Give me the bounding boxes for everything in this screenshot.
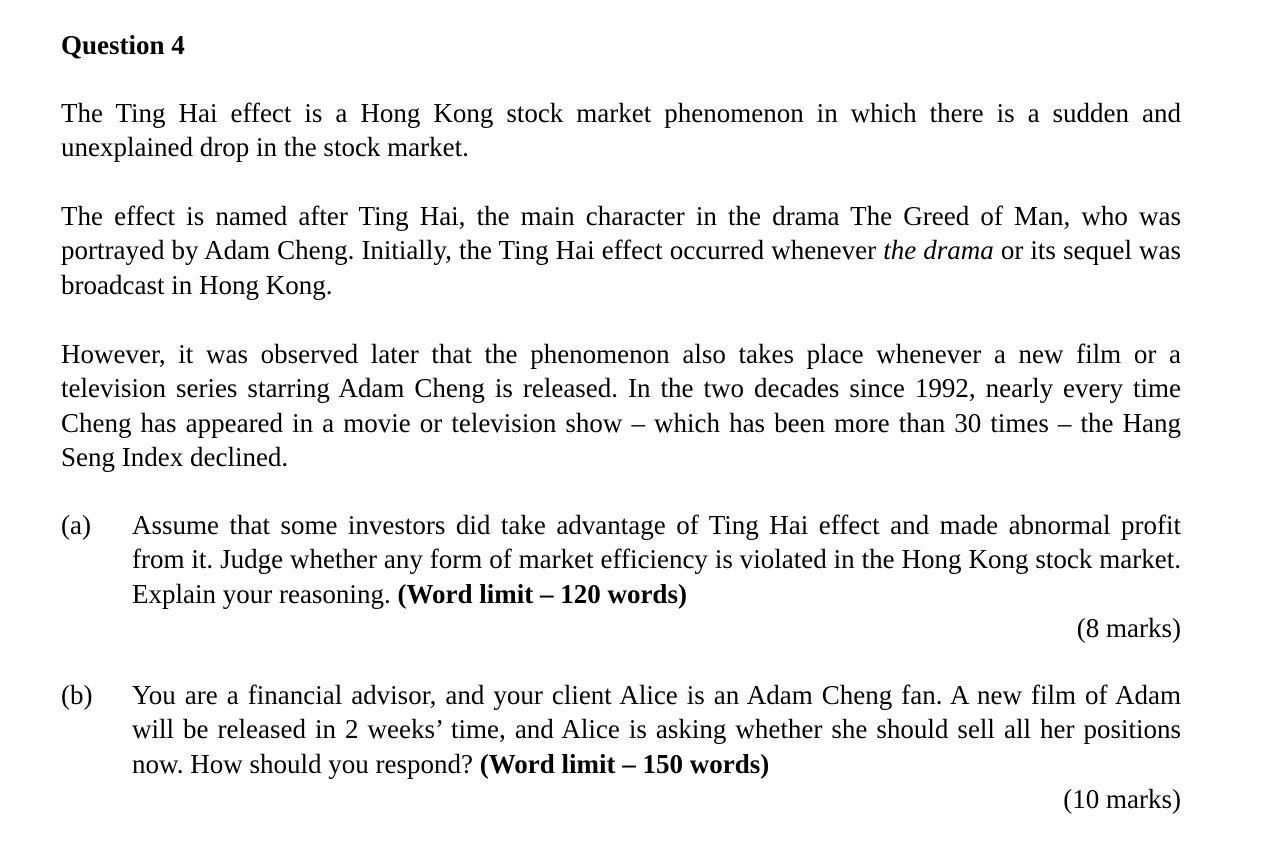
- part-a-question: Assume that some investors did take advantage of Ting Hai effect and made abnormal profit from it. Judge whether any form of market efficiency is violated in the Hong Kong stock market. Explain your reasoning.: [132, 510, 1181, 609]
- part-b-marks: (10 marks): [1063, 784, 1181, 814]
- question-title: Question 4: [61, 30, 185, 60]
- part-a-marks: (8 marks): [1076, 613, 1181, 643]
- background-paragraph: [61, 199, 1181, 302]
- part-b-text: [132, 678, 1181, 781]
- background-text-end: or its sequel was broadcast in Hong Kong.: [61, 235, 1181, 300]
- part-a-label: (a): [61, 510, 91, 540]
- background-text-italic: the drama: [883, 235, 994, 266]
- background-text-start: The effect is named after Ting Hai, the main character in the drama The Greed of Man, who was portrayed by Adam Cheng. Initially, the Ting Hai effect occurred whenever: [61, 201, 1181, 266]
- intro-paragraph: The Ting Hai effect is a Hong Kong stock market phenomenon in which there is a sudden and unexplained drop in the stock market.: [61, 98, 1181, 163]
- part-a-word-limit: (Word limit – 120 words): [397, 578, 687, 609]
- observation-paragraph: However, it was observed later that the phenomenon also takes place whenever a new film or a television series starring Adam Cheng is released. In the two decades since 1992, nearly every time Cheng has appeared in a movie or television show – which has been more than 30 times – the Hang Seng Index declined.: [61, 339, 1181, 472]
- part-b-word-limit: (Word limit – 150 words): [479, 748, 770, 779]
- part-a-text: [132, 508, 1181, 611]
- part-b-label: (b): [61, 680, 93, 710]
- part-b-question: You are a financial advisor, and your client Alice is an Adam Cheng fan. A new film of Adam will be released in 2 weeks’ time, and Alice is asking whether she should sell all her positions now. How should you respond?: [132, 680, 1181, 779]
